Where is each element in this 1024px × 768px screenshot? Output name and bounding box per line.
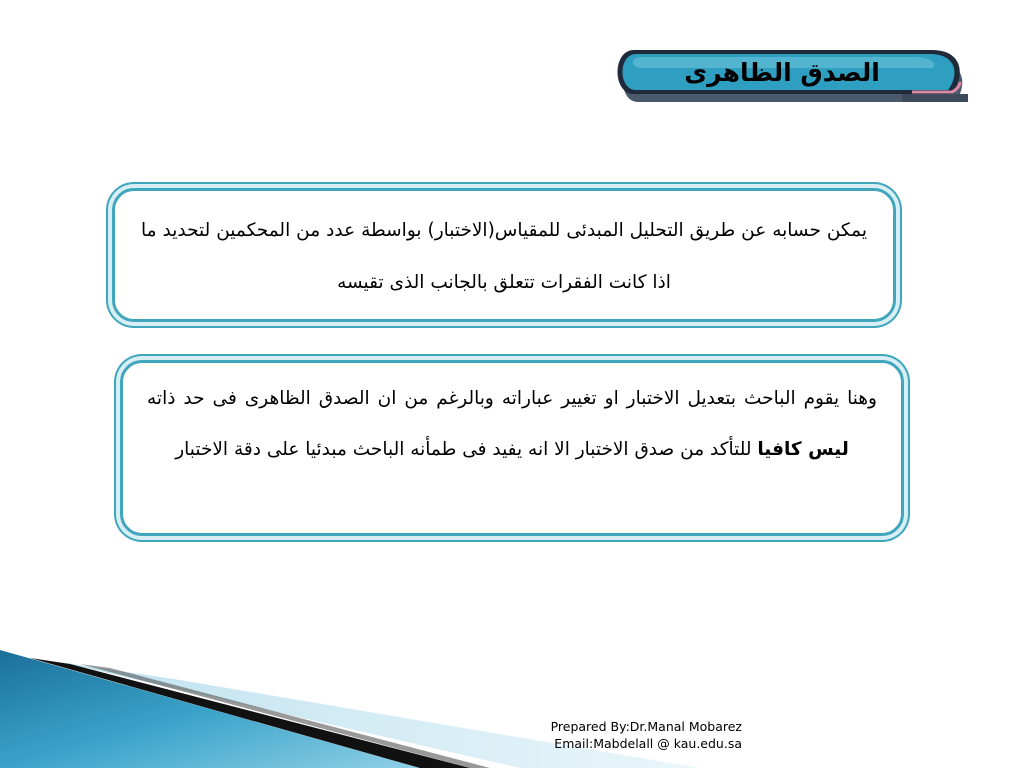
footer-credits [480, 718, 742, 752]
footer-author: Prepared By:Dr.Manal Mobarez [550, 719, 742, 734]
definition-box [112, 188, 896, 322]
slide-title-banner [612, 42, 968, 108]
explanation-text-before: وهنا يقوم الباحث بتعديل الاختبار او تغيير عباراته وبالرغم من ان الصدق الظاهرى فى حد ذاته [147, 388, 877, 409]
explanation-bold-phrase: ليس كافيا [757, 439, 849, 460]
slide-title: الصدق الظاهرى [684, 57, 880, 87]
definition-text: يمكن حسابه عن طريق التحليل المبدئى للمقياس(الاختبار) بواسطة عدد من المحكمين لتحديد ما اذا كانت الفقرات تتعلق بالجانب الذى تقيسه [141, 220, 867, 293]
explanation-text-after: للتأكد من صدق الاختبار الا انه يفيد فى طمأنه الباحث مبدئيا على دقة الاختبار [175, 439, 758, 460]
blue-wedge [0, 650, 420, 768]
footer-email: Email:Mabdelall @ kau.edu.sa [554, 736, 742, 751]
explanation-box [120, 360, 904, 536]
explanation-text [147, 373, 877, 475]
